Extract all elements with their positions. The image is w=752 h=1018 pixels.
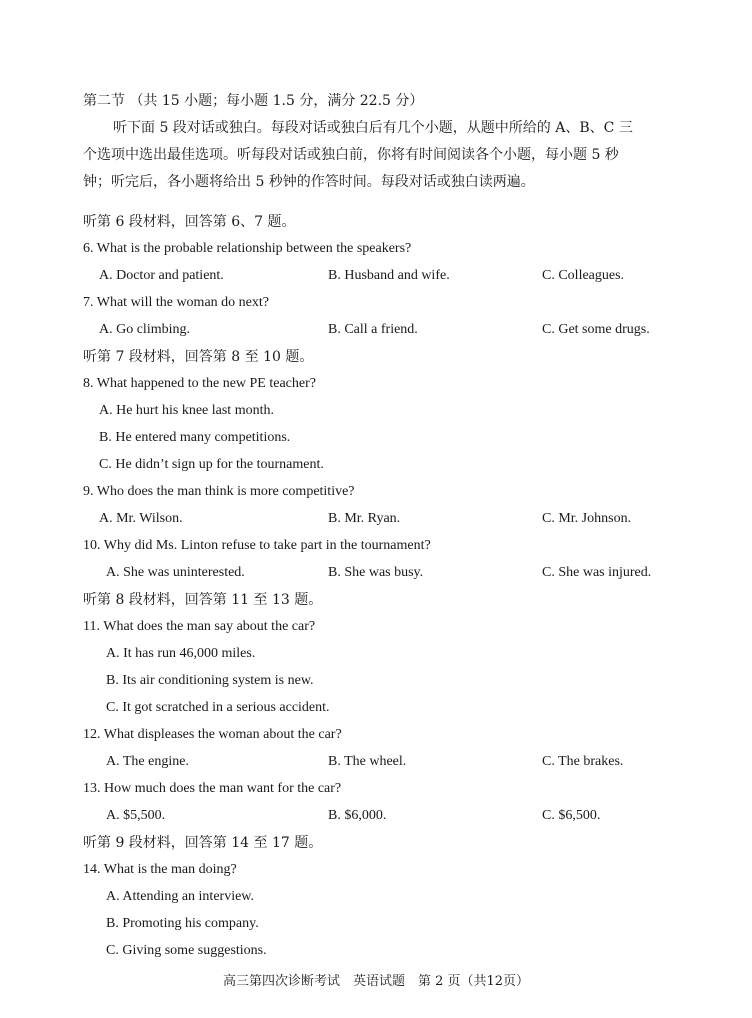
option-b: B. Mr. Ryan. bbox=[328, 511, 401, 526]
option-a: A. It has run 46,000 miles. bbox=[106, 646, 256, 661]
option-a: A. Attending an interview. bbox=[106, 889, 255, 904]
option-b: B. Promoting his company. bbox=[106, 916, 259, 931]
option-b: B. Call a friend. bbox=[328, 322, 418, 337]
option-b: B. $6,000. bbox=[328, 808, 387, 823]
question-13: 13. How much does the man want for the car? bbox=[83, 781, 342, 796]
question-11: 11. What does the man say about the car? bbox=[83, 619, 316, 634]
material-intro: 听第 9 段材料，回答第 14 至 17 题。 bbox=[83, 835, 323, 851]
material-intro: 听第 6 段材料，回答第 6、7 题。 bbox=[83, 214, 296, 230]
instruction-line: 听下面 5 段对话或独白。每段对话或独白后有几个小题，从题中所给的 A、B、C 三 bbox=[113, 120, 633, 136]
question-14: 14. What is the man doing? bbox=[83, 862, 237, 877]
instruction-line: 钟；听完后，各小题将给出 5 秒钟的作答时间。每段对话或独白读两遍。 bbox=[83, 174, 535, 190]
question-9: 9. Who does the man think is more competitive? bbox=[83, 484, 355, 499]
question-10: 10. Why did Ms. Linton refuse to take part in the tournament? bbox=[83, 538, 431, 553]
option-b: B. He entered many competitions. bbox=[99, 430, 291, 445]
material-intro: 听第 7 段材料，回答第 8 至 10 题。 bbox=[83, 349, 314, 365]
option-b: B. Husband and wife. bbox=[328, 268, 450, 283]
option-c: C. Mr. Johnson. bbox=[542, 511, 632, 526]
option-a: A. Mr. Wilson. bbox=[99, 511, 183, 526]
instruction-line: 个选项中选出最佳选项。听每段对话或独白前，你将有时间阅读各个小题，每小题 5 秒 bbox=[83, 147, 619, 163]
option-b: B. She was busy. bbox=[328, 565, 424, 580]
question-12: 12. What displeases the woman about the car? bbox=[83, 727, 342, 742]
option-a: A. Go climbing. bbox=[99, 322, 190, 337]
option-b: B. Its air conditioning system is new. bbox=[106, 673, 314, 688]
option-c: C. Get some drugs. bbox=[542, 322, 650, 337]
option-a: A. She was uninterested. bbox=[106, 565, 245, 580]
question-7: 7. What will the woman do next? bbox=[83, 295, 269, 310]
option-a: A. The engine. bbox=[106, 754, 189, 769]
option-c: C. Giving some suggestions. bbox=[106, 943, 267, 958]
section-heading: 第二节 （共 15 小题；每小题 1.5 分，满分 22.5 分） bbox=[83, 93, 424, 109]
option-a: A. Doctor and patient. bbox=[99, 268, 224, 283]
option-c: C. It got scratched in a serious accident. bbox=[106, 700, 330, 715]
option-a: A. $5,500. bbox=[106, 808, 166, 823]
page-footer: 高三第四次诊断考试 英语试题 第 2 页（共12页） bbox=[222, 974, 530, 989]
option-c: C. He didn’t sign up for the tournament. bbox=[99, 457, 324, 472]
option-c: C. The brakes. bbox=[542, 754, 624, 769]
question-6: 6. What is the probable relationship between the speakers? bbox=[83, 241, 412, 256]
material-intro: 听第 8 段材料，回答第 11 至 13 题。 bbox=[83, 592, 323, 608]
question-8: 8. What happened to the new PE teacher? bbox=[83, 376, 316, 391]
option-b: B. The wheel. bbox=[328, 754, 407, 769]
option-a: A. He hurt his knee last month. bbox=[99, 403, 274, 418]
option-c: C. $6,500. bbox=[542, 808, 601, 823]
option-c: C. Colleagues. bbox=[542, 268, 625, 283]
option-c: C. She was injured. bbox=[542, 565, 652, 580]
